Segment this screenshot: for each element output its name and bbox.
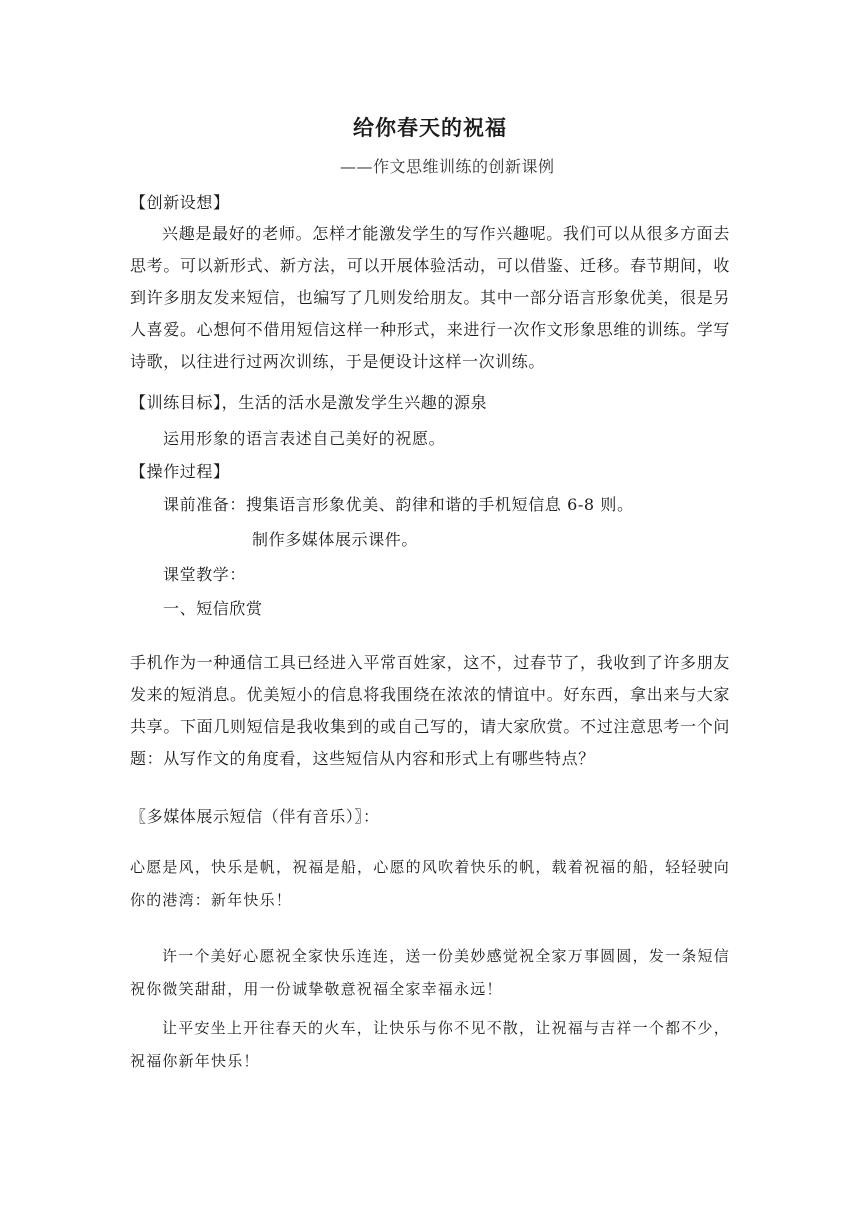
class-teaching-label: 课堂教学： (163, 565, 247, 584)
sms-message-1: 心愿是风，快乐是帆，祝福是船，心愿的风吹着快乐的帆，载着祝福的船，轻轻驶向你的港湾：新年快乐！ (130, 858, 730, 909)
prep-line-1: 课前准备：搜集语言形象优美、韵律和谐的手机短信息 6-8 则。 (163, 495, 634, 514)
intro-paragraph: 手机作为一种通信工具已经进入平常百姓家，这不，过春节了，我收到了许多朋友发来的短消息。优美短小的信息将我围绕在浓浓的情谊中。好东西，拿出来与大家共享。下面几则短信是我收集到的或自己写的，请大家欣赏。不过注意思考一个问题：从写作文的角度看，这些短信从内容和形式上有哪些特点？ (130, 653, 730, 768)
document-title: 给你春天的祝福 (353, 116, 507, 140)
process-heading: 【操作过程】 (130, 462, 230, 481)
innovation-body: 兴趣是最好的老师。怎样才能激发学生的写作兴趣呢。我们可以从很多方面去思考。可以新形式、新方法，可以开展体验活动，可以借鉴、迁移。春节期间，收到许多朋友发来短信，也编写了几则发给朋友。其中一部分语言形象优美，很是另人喜爱。心想何不借用短信这样一种形式，来进行一次作文形象思维的训练。学写诗歌，以往进行过两次训练，于是便设计这样一次训练。 (130, 224, 730, 371)
sms-message-2: 许一个美好心愿祝全家快乐连连，送一份美妙感觉祝全家万事圆圆，发一条短信祝你微笑甜甜，用一份诚挚敬意祝福全家幸福永远！ (130, 947, 730, 998)
sms-message-3: 让平安坐上开往春天的火车，让快乐与你不见不散，让祝福与吉祥一个都不少，祝福你新年快乐！ (130, 1019, 730, 1070)
goal-heading: 【训练目标】，生活的活水是激发学生兴趣的源泉 (130, 393, 488, 412)
goal-body: 运用形象的语言表述自己美好的祝愿。 (163, 429, 446, 448)
media-label: 〖多媒体展示短信（伴有音乐）〗： (130, 807, 380, 826)
innovation-heading: 【创新设想】 (130, 193, 230, 212)
document-subtitle: ——作文思维训练的创新课例 (340, 157, 555, 176)
step-1-label: 一、短信欣赏 (163, 599, 263, 618)
prep-line-2: 制作多媒体展示课件。 (252, 530, 419, 549)
